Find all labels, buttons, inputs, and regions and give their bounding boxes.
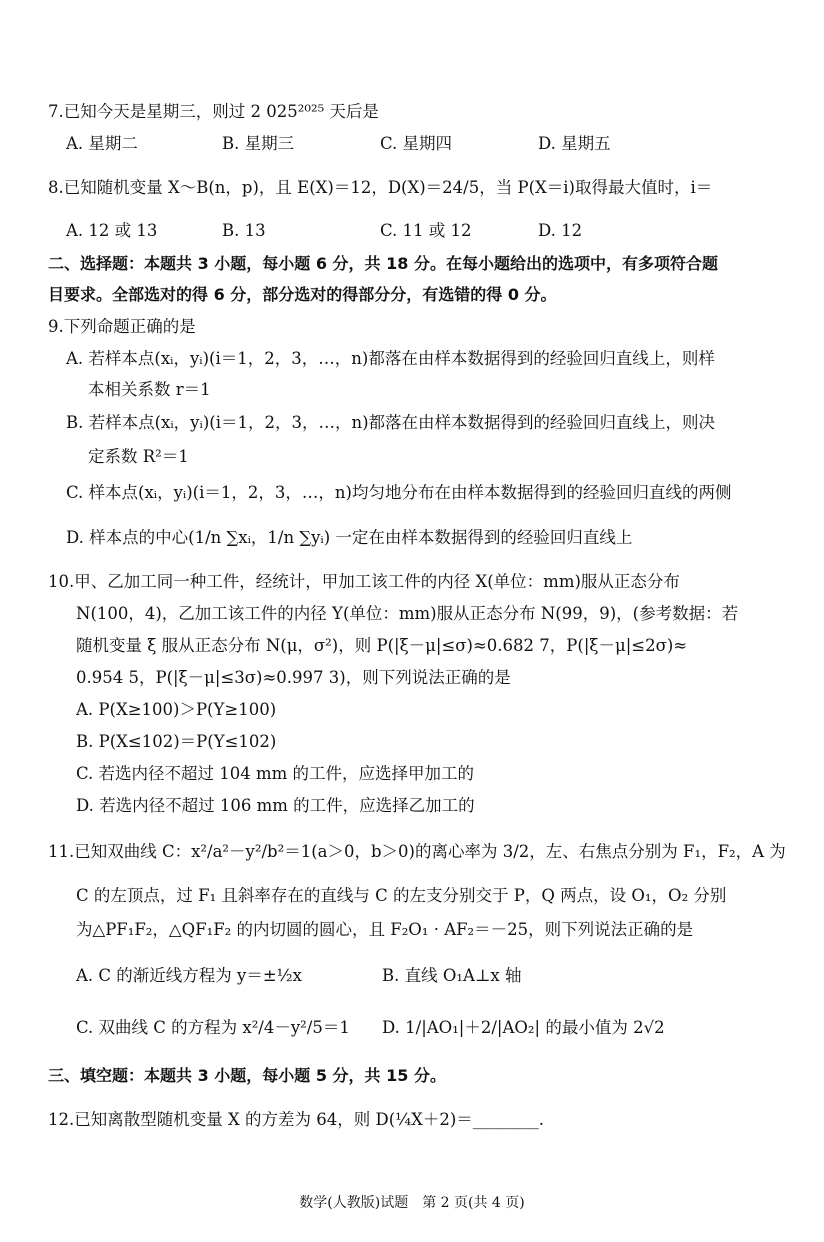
question-7-option-c: C. 星期四 (380, 134, 453, 153)
question-10-stem-line-3: 随机变量 ξ 服从正态分布 N(μ，σ²)，则 P(|ξ－μ|≤σ)≈0.682 7，P(|ξ－μ|≤2σ)≈ (76, 636, 688, 655)
question-10-stem-line-2: N(100，4)，乙加工该工件的内径 Y(单位：mm)服从正态分布 N(99，9)，(参考数据：若 (76, 604, 739, 623)
question-7-option-b: B. 星期三 (222, 134, 295, 153)
question-7-option-a: A. 星期二 (66, 134, 138, 153)
question-7-stem: 7.已知今天是星期三，则过 2 025²⁰²⁵ 天后是 (48, 102, 379, 121)
question-8-option-c: C. 11 或 12 (380, 221, 472, 240)
question-11-option-b: B. 直线 O₁A⊥x 轴 (382, 966, 522, 985)
question-9-option-a-line-1: A. 若样本点(xᵢ，yᵢ)(i＝1，2，3，…，n)都落在由样本数据得到的经验回归直线上，则样 (66, 349, 715, 368)
question-10-option-c: C. 若选内径不超过 104 mm 的工件，应选择甲加工的 (76, 764, 475, 783)
question-11-stem-line-3: 为△PF₁F₂，△QF₁F₂ 的内切圆的圆心，且 F₂O₁ · AF₂＝－25，则下列说法正确的是 (76, 920, 694, 939)
question-10-option-a: A. P(X≥100)＞P(Y≥100) (76, 700, 277, 719)
question-7-option-d: D. 星期五 (538, 134, 611, 153)
question-9-option-b-line-2: 定系数 R²＝1 (88, 447, 189, 466)
question-10-option-d: D. 若选内径不超过 106 mm 的工件，应选择乙加工的 (76, 796, 475, 815)
question-10-stem-line-1: 10.甲、乙加工同一种工件，经统计，甲加工该工件的内径 X(单位：mm)服从正态分布 (48, 572, 680, 591)
question-9-option-b-line-1: B. 若样本点(xᵢ，yᵢ)(i＝1，2，3，…，n)都落在由样本数据得到的经验回归直线上，则决 (66, 413, 716, 432)
question-8-option-b: B. 13 (222, 221, 266, 240)
page-footer: 数学(人教版)试题 第 2 页(共 4 页) (299, 1195, 525, 1211)
question-11-stem-line-2: C 的左顶点，过 F₁ 且斜率存在的直线与 C 的左支分别交于 P，Q 两点，设 O₁，O₂ 分别 (76, 886, 727, 905)
question-9-option-a-line-2: 本相关系数 r＝1 (88, 380, 211, 399)
question-9-option-c: C. 样本点(xᵢ，yᵢ)(i＝1，2，3，…，n)均匀地分布在由样本数据得到的经验回归直线的两侧 (66, 483, 732, 502)
question-9-stem: 9.下列命题正确的是 (48, 317, 196, 336)
section-2-heading-line-2: 目要求。全部选对的得 6 分，部分选对的得部分分，有选错的得 0 分。 (48, 285, 557, 304)
question-11-option-c: C. 双曲线 C 的方程为 x²/4－y²/5＝1 (76, 1018, 350, 1037)
question-8-stem: 8.已知随机变量 X～B(n，p)，且 E(X)＝12，D(X)＝24/5，当 P(X＝i)取得最大值时，i＝ (48, 178, 713, 197)
question-10-stem-line-4: 0.954 5，P(|ξ－μ|≤3σ)≈0.997 3)，则下列说法正确的是 (76, 668, 511, 687)
question-8-option-a: A. 12 或 13 (66, 221, 158, 240)
question-8-option-d: D. 12 (538, 221, 583, 240)
question-9-option-d: D. 样本点的中心(1/n ∑xᵢ，1/n ∑yᵢ) 一定在由样本数据得到的经验回归直线上 (66, 528, 633, 547)
question-11-stem-line-1: 11.已知双曲线 C：x²/a²－y²/b²＝1(a＞0，b＞0)的离心率为 3/2，左、右焦点分别为 F₁，F₂，A 为 (48, 842, 786, 861)
question-10-option-b: B. P(X≤102)＝P(Y≤102) (76, 732, 277, 751)
section-2-heading-line-1: 二、选择题：本题共 3 小题，每小题 6 分，共 18 分。在每小题给出的选项中，有多项符合题 (48, 254, 718, 273)
question-11-option-a: A. C 的渐近线方程为 y＝±½x (76, 966, 302, 985)
question-12-stem: 12.已知离散型随机变量 X 的方差为 64，则 D(¼X＋2)＝________. (48, 1110, 545, 1129)
section-3-heading: 三、填空题：本题共 3 小题，每小题 5 分，共 15 分。 (48, 1066, 446, 1085)
question-11-option-d: D. 1/|AO₁|＋2/|AO₂| 的最小值为 2√2 (382, 1018, 665, 1037)
